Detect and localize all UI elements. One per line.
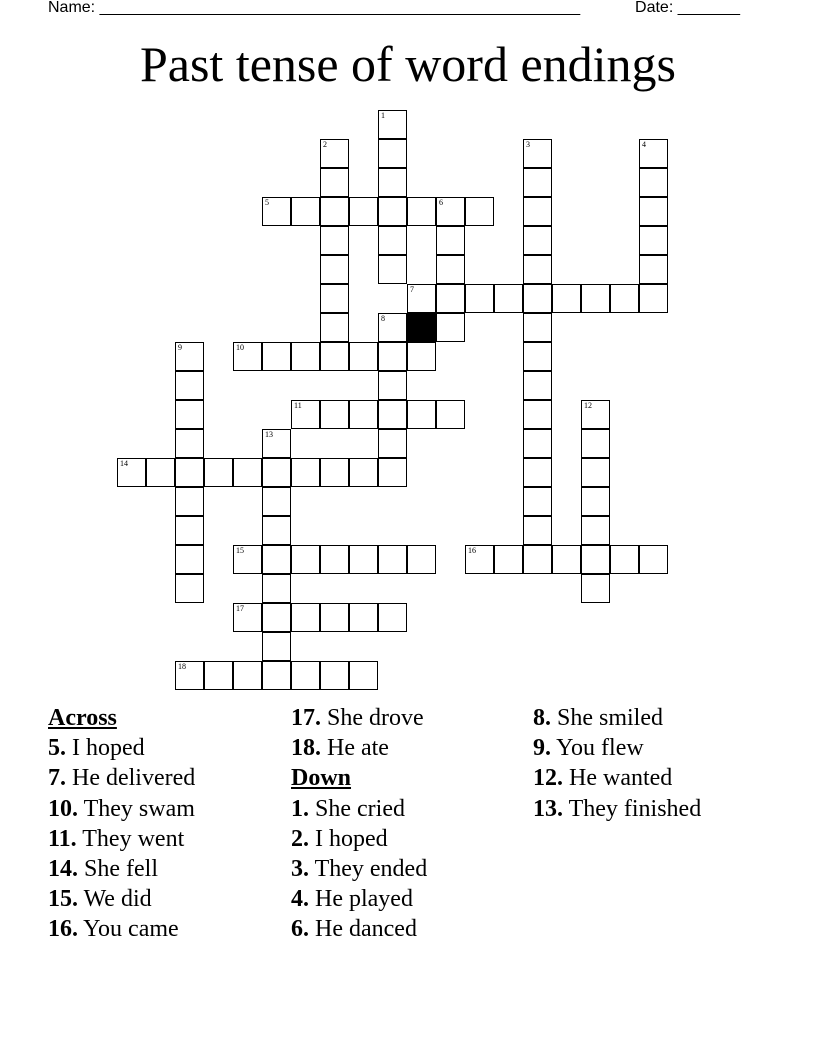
grid-cell[interactable] <box>523 226 552 255</box>
grid-cell[interactable] <box>378 371 407 400</box>
clue-down-13: 13. They finished <box>533 795 702 822</box>
grid-cell[interactable] <box>465 284 494 313</box>
grid-cell[interactable] <box>552 545 581 574</box>
grid-cell[interactable] <box>320 661 349 690</box>
grid-cell[interactable] <box>262 603 291 632</box>
grid-cell[interactable] <box>523 458 552 487</box>
grid-cell[interactable] <box>378 603 407 632</box>
clue-number: 17 <box>236 604 244 613</box>
clue-across-5: 5. I hoped <box>48 735 145 762</box>
grid-cell[interactable] <box>291 458 320 487</box>
across-heading: Across <box>48 705 117 731</box>
grid-cell[interactable] <box>378 197 407 226</box>
clues-column-2 <box>291 703 521 945</box>
clue-down-3: 3. They ended <box>291 856 428 883</box>
grid-cell[interactable] <box>436 313 465 342</box>
grid-cell[interactable] <box>378 400 407 429</box>
grid-cell[interactable] <box>233 545 262 574</box>
clues-column-3 <box>533 703 773 824</box>
grid-cell[interactable] <box>581 284 610 313</box>
clue-down-6: 6. He danced <box>291 916 417 943</box>
grid-cell[interactable] <box>523 168 552 197</box>
grid-cell[interactable] <box>291 197 320 226</box>
grid-cell[interactable] <box>494 284 523 313</box>
grid-cell[interactable] <box>639 168 668 197</box>
grid-cell[interactable] <box>349 458 378 487</box>
down-heading: Down <box>291 765 352 792</box>
grid-cell[interactable] <box>581 458 610 487</box>
grid-cell[interactable] <box>378 545 407 574</box>
grid-cell[interactable] <box>349 400 378 429</box>
grid-cell[interactable] <box>639 226 668 255</box>
clue-number: 8 <box>381 314 385 323</box>
grid-cell[interactable] <box>175 516 204 545</box>
clue-number: 18 <box>178 662 186 671</box>
grid-cell[interactable] <box>378 110 407 139</box>
grid-cell[interactable] <box>262 574 291 603</box>
grid-cell[interactable] <box>523 255 552 284</box>
grid-cell[interactable] <box>523 284 552 313</box>
clue-number: 15 <box>236 546 244 555</box>
grid-cell[interactable] <box>581 574 610 603</box>
grid-cell[interactable] <box>610 284 639 313</box>
grid-cell[interactable] <box>378 139 407 168</box>
clue-number: 4 <box>642 140 646 149</box>
clue-number: 13 <box>265 430 273 439</box>
grid-cell[interactable] <box>523 371 552 400</box>
grid-cell[interactable] <box>175 429 204 458</box>
page-title: Past tense of word endings <box>139 36 677 92</box>
grid-cell[interactable] <box>320 342 349 371</box>
grid-cell[interactable] <box>639 255 668 284</box>
grid-cell[interactable] <box>436 197 465 226</box>
grid-cell[interactable] <box>175 371 204 400</box>
grid-cell[interactable] <box>523 197 552 226</box>
grid-cell[interactable] <box>378 313 407 342</box>
grid-cell[interactable] <box>465 545 494 574</box>
grid-cell[interactable] <box>639 197 668 226</box>
grid-cell[interactable] <box>175 545 204 574</box>
clue-down-9: 9. You flew <box>533 735 644 762</box>
grid-cell[interactable] <box>320 284 349 313</box>
grid-cell[interactable] <box>581 429 610 458</box>
grid-cell[interactable] <box>175 458 204 487</box>
grid-cell[interactable] <box>175 400 204 429</box>
grid-cell[interactable] <box>639 545 668 574</box>
grid-cell[interactable] <box>291 603 320 632</box>
grid-cell[interactable] <box>465 197 494 226</box>
grid-cell[interactable] <box>262 429 291 458</box>
grid-cell[interactable] <box>262 516 291 545</box>
grid-cell[interactable] <box>320 168 349 197</box>
grid-cell[interactable] <box>523 313 552 342</box>
grid-cell[interactable] <box>378 255 407 284</box>
grid-cell[interactable] <box>175 342 204 371</box>
grid-cell[interactable] <box>523 487 552 516</box>
grid-cell[interactable] <box>581 516 610 545</box>
grid-cell[interactable] <box>523 516 552 545</box>
grid-cell[interactable] <box>320 400 349 429</box>
grid-cell[interactable] <box>349 661 378 690</box>
grid-cell[interactable] <box>349 197 378 226</box>
grid-cell[interactable] <box>320 197 349 226</box>
grid-cell[interactable] <box>407 197 436 226</box>
grid-cell[interactable] <box>378 458 407 487</box>
clue-number: 10 <box>236 343 244 352</box>
grid-cell[interactable] <box>233 661 262 690</box>
grid-cell[interactable] <box>407 400 436 429</box>
grid-cell[interactable] <box>610 545 639 574</box>
grid-cell[interactable] <box>349 545 378 574</box>
grid-cell[interactable] <box>639 139 668 168</box>
grid-cell[interactable] <box>378 429 407 458</box>
grid-cell[interactable] <box>320 313 349 342</box>
grid-cell[interactable] <box>523 400 552 429</box>
grid-cell[interactable] <box>262 632 291 661</box>
grid-cell[interactable] <box>291 342 320 371</box>
grid-cell[interactable] <box>523 342 552 371</box>
clue-across-15: 15. We did <box>48 886 152 913</box>
clues-column-1 <box>48 703 278 945</box>
grid-cell[interactable] <box>320 603 349 632</box>
clue-number: 12 <box>584 401 592 410</box>
grid-cell[interactable] <box>436 400 465 429</box>
grid-cell[interactable] <box>291 545 320 574</box>
grid-cell[interactable] <box>523 545 552 574</box>
grid-cell[interactable] <box>262 342 291 371</box>
clue-number: 5 <box>265 198 269 207</box>
grid-cell[interactable] <box>494 545 523 574</box>
grid-cell[interactable] <box>581 487 610 516</box>
clue-across-10: 10. They swam <box>48 795 195 822</box>
grid-cell[interactable] <box>320 458 349 487</box>
grid-cell[interactable] <box>146 458 175 487</box>
grid-cell[interactable] <box>262 458 291 487</box>
clue-number: 3 <box>526 140 530 149</box>
grid-cell[interactable] <box>436 226 465 255</box>
clue-number: 6 <box>439 198 443 207</box>
clue-down-12: 12. He wanted <box>533 765 673 792</box>
grid-cell[interactable] <box>204 661 233 690</box>
clue-across-16: 16. You came <box>48 916 179 943</box>
grid-cell[interactable] <box>320 255 349 284</box>
grid-cell[interactable] <box>262 545 291 574</box>
clue-number: 7 <box>410 285 414 294</box>
clue-down-4: 4. He played <box>291 886 413 913</box>
clue-across-18: 18. He ate <box>291 735 389 762</box>
clue-down-8: 8. She smiled <box>533 705 663 731</box>
grid-cell[interactable] <box>320 139 349 168</box>
grid-cell[interactable] <box>552 284 581 313</box>
grid-cell[interactable] <box>320 226 349 255</box>
grid-cell[interactable] <box>349 603 378 632</box>
grid-cell[interactable] <box>523 139 552 168</box>
grid-cell[interactable] <box>436 284 465 313</box>
clue-down-1: 1. She cried <box>291 795 405 822</box>
grid-block <box>407 313 436 342</box>
grid-cell[interactable] <box>436 255 465 284</box>
grid-cell[interactable] <box>291 400 320 429</box>
grid-cell[interactable] <box>117 458 146 487</box>
clue-across-17: 17. She drove <box>291 705 424 731</box>
grid-cell[interactable] <box>581 545 610 574</box>
grid-cell[interactable] <box>262 487 291 516</box>
grid-cell[interactable] <box>407 284 436 313</box>
grid-cell[interactable] <box>407 545 436 574</box>
clue-down-2: 2. I hoped <box>291 825 388 852</box>
grid-cell[interactable] <box>581 400 610 429</box>
grid-cell[interactable] <box>523 429 552 458</box>
clue-across-14: 14. She fell <box>48 856 158 883</box>
grid-cell[interactable] <box>233 458 262 487</box>
grid-cell[interactable] <box>204 458 233 487</box>
clue-number: 11 <box>294 401 302 410</box>
grid-cell[interactable] <box>639 284 668 313</box>
grid-cell[interactable] <box>262 197 291 226</box>
clue-across-7: 7. He delivered <box>48 765 196 792</box>
clue-number: 9 <box>178 343 182 352</box>
grid-cell[interactable] <box>349 342 378 371</box>
clue-number: 2 <box>323 140 327 149</box>
grid-cell[interactable] <box>262 661 291 690</box>
clue-number: 14 <box>120 459 128 468</box>
date-field-label: Date: _______ <box>635 0 740 16</box>
clue-number: 16 <box>468 546 476 555</box>
grid-cell[interactable] <box>378 342 407 371</box>
name-field-label: Name: ______________________________________________________ <box>48 0 581 16</box>
grid-cell[interactable] <box>378 226 407 255</box>
clue-number: 1 <box>381 111 385 120</box>
grid-cell[interactable] <box>407 342 436 371</box>
grid-cell[interactable] <box>175 487 204 516</box>
grid-cell[interactable] <box>378 168 407 197</box>
grid-cell[interactable] <box>320 545 349 574</box>
grid-cell[interactable] <box>175 574 204 603</box>
grid-cell[interactable] <box>233 342 262 371</box>
grid-cell[interactable] <box>233 603 262 632</box>
clue-across-11: 11. They went <box>48 825 185 852</box>
grid-cell[interactable] <box>175 661 204 690</box>
grid-cell[interactable] <box>291 661 320 690</box>
